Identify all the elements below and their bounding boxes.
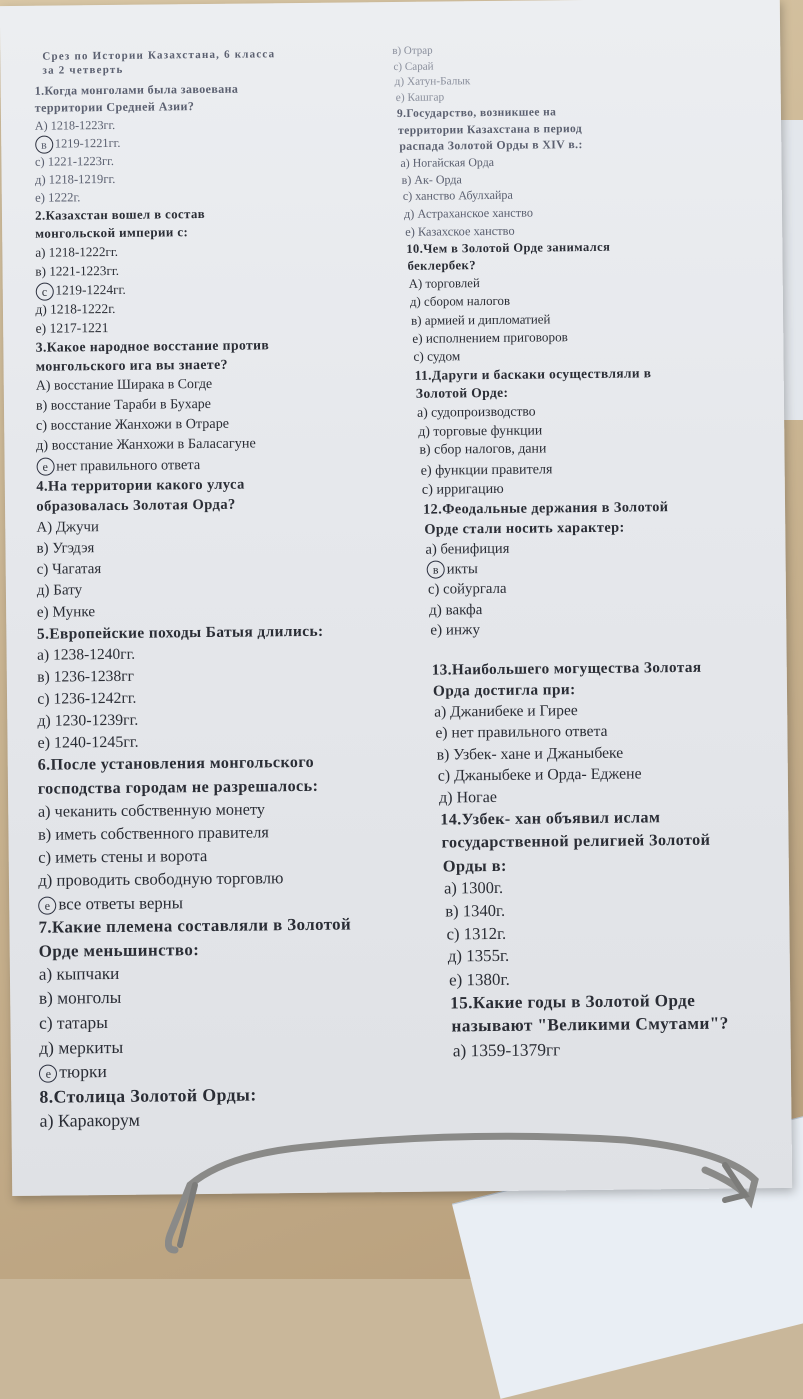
answer-option: [38, 868, 283, 892]
answer-option: [36, 456, 200, 476]
question-line: [397, 105, 557, 122]
answer-text: е) нет правильного ответа: [435, 723, 608, 742]
question-line: [37, 621, 324, 644]
question-text: монгольской империи с:: [35, 224, 189, 241]
question-text: 2.Казахстан вошел в состав: [35, 206, 206, 223]
answer-text: в) 1340г.: [445, 900, 506, 921]
circled-answer-mark: в: [427, 561, 445, 579]
answer-option: [36, 415, 229, 435]
question-line: [416, 384, 509, 403]
answer-option: [35, 300, 115, 318]
circled-answer-mark: е: [36, 458, 54, 476]
answer-text: с) ханство Абулхайра: [402, 188, 513, 204]
answer-option: [404, 205, 533, 222]
question-line: [36, 336, 270, 356]
question-line: [398, 121, 582, 138]
question-text: называют "Великими Смутами"?: [451, 1013, 729, 1036]
answer-option: [37, 733, 138, 755]
answer-option: [403, 188, 513, 205]
answer-text: а) кыпчаки: [38, 964, 120, 985]
question-text: 6.После установления монгольского: [37, 754, 315, 775]
answer-option: [39, 1036, 123, 1060]
answer-text: в) Угэдэя: [36, 540, 95, 557]
answer-option: [405, 222, 515, 239]
question-line: [407, 258, 476, 275]
question-line: [35, 206, 205, 224]
answer-option: [35, 281, 126, 301]
answer-text: с) Чагатая: [36, 560, 102, 578]
answer-text: в) восстание Тараби в Бухаре: [35, 396, 212, 414]
question-text: государственной религией Золотой: [441, 831, 711, 852]
answer-option: [409, 275, 480, 292]
answer-text: е) исполнением приговоров: [412, 329, 568, 346]
answer-text: д) проводить свободную торговлю: [38, 868, 284, 891]
answer-text: в) сбор налогов, дани: [419, 441, 547, 459]
answer-option: [35, 153, 114, 170]
answer-text: д) 1218-1222г.: [35, 300, 116, 317]
answer-text: А) Джучи: [36, 519, 99, 536]
answer-text: нет правильного ответа: [56, 456, 201, 475]
answer-text: а) 1359-1379гг: [452, 1039, 561, 1061]
answer-option: [448, 945, 510, 968]
answer-option: [35, 135, 121, 154]
answer-text: а) Ногайская Орда: [400, 154, 495, 170]
question-line: [451, 1013, 728, 1038]
question-text: 4.На территории какого улуса: [36, 476, 245, 495]
answer-text: д) Астраханское ханство: [403, 205, 534, 222]
question-text: 15.Какие годы в Золотой Орде: [450, 990, 696, 1013]
paper-stand: [165, 1125, 765, 1255]
answer-option: [445, 900, 505, 922]
answer-option: [37, 560, 102, 580]
answer-option: [439, 788, 497, 809]
answer-option: [35, 189, 81, 206]
answer-text: д) Бату: [36, 582, 83, 599]
answer-option: [410, 293, 510, 311]
answer-option: [37, 581, 83, 601]
answer-text: а) 1218-1222гг.: [35, 244, 119, 261]
answer-text: в) Узбек- хане и Джаныбеке: [436, 744, 624, 764]
answer-option: [37, 645, 135, 666]
question-text: монгольского ига вы знаете?: [35, 357, 228, 375]
question-text: Золотой Орде:: [415, 385, 509, 402]
answer-text: д) Ногае: [439, 789, 497, 807]
question-line: [38, 776, 319, 800]
answer-option: [430, 621, 480, 641]
answer-option: [418, 422, 542, 441]
answer-option: [392, 44, 433, 59]
answer-text: д) торговые функции: [418, 422, 543, 440]
answer-text: е) инжу: [430, 622, 481, 639]
answer-text: е) Кашгар: [395, 91, 445, 104]
answer-text: с) Джаныбеке и Орда- Еджене: [437, 765, 642, 786]
question-line: [35, 82, 239, 100]
answer-text: А) торговлей: [408, 276, 480, 291]
answer-option: [38, 799, 265, 823]
answer-option: [444, 877, 503, 899]
answer-option: [36, 518, 99, 538]
answer-option: [413, 348, 460, 366]
question-line: [35, 99, 195, 116]
question-text: территории Казахстана в период: [398, 122, 583, 138]
answer-text: е) 1217-1221: [35, 319, 109, 336]
answer-option: [37, 688, 136, 709]
question-line: [36, 356, 228, 376]
answer-option: [38, 822, 269, 846]
question-line: [440, 808, 660, 831]
answer-text: в) монголы: [38, 988, 122, 1009]
circled-answer-mark: с: [35, 282, 53, 300]
question-line: [443, 854, 507, 876]
circled-answer-mark: в: [35, 136, 53, 154]
answer-text: а) чеканить собственную монету: [37, 799, 266, 822]
question-text: 5.Европейские походы Батыя длились:: [36, 622, 324, 643]
answer-option: [453, 1038, 561, 1062]
answer-option: [425, 539, 509, 559]
question-text: 11.Даруги и баскаки осуществляли в: [414, 365, 652, 383]
question-line: [433, 680, 576, 701]
answer-option: [417, 403, 536, 422]
question-line: [432, 658, 702, 681]
answer-text: е) 1240-1245гг.: [37, 733, 139, 752]
answer-text: с) судом: [413, 348, 461, 365]
answer-text: а) бенифиция: [425, 540, 510, 558]
answer-option: [422, 480, 504, 499]
answer-text: в) армией и дипломатией: [411, 311, 551, 328]
answer-text: е) функции правителя: [420, 461, 553, 479]
answer-text: а) 1300г.: [443, 878, 504, 898]
answer-option: [419, 441, 546, 460]
answer-option: [35, 117, 116, 134]
answer-option: [36, 435, 256, 456]
circled-answer-mark: е: [39, 1065, 57, 1083]
answer-text: а) Джанибеке и Гирее: [434, 702, 578, 721]
question-text: распада Золотой Орды в XIV в.:: [399, 137, 583, 154]
question-text: территории Средней Азии?: [34, 99, 195, 115]
answer-option: [429, 601, 482, 621]
question-text: 8.Столица Золотой Орды:: [39, 1084, 257, 1107]
answer-option: [37, 667, 134, 688]
question-text: 1.Когда монголами была завоевана: [34, 81, 239, 98]
answer-option: [435, 722, 607, 744]
answer-option: [438, 765, 642, 788]
question-text: господства городам не разрешалось:: [37, 776, 319, 798]
answer-option: [400, 155, 494, 171]
answer-text: тюрки: [59, 1061, 108, 1082]
question-text: 13.Наибольшего могущества Золотая: [431, 658, 702, 679]
question-line: [35, 224, 188, 242]
answer-text: д) Хатун-Балык: [394, 75, 471, 89]
question-line: [36, 496, 235, 517]
answer-option: [35, 243, 118, 261]
answer-text: е) Казахское ханство: [405, 223, 515, 239]
question-line: [406, 239, 610, 257]
question-line: [450, 990, 695, 1015]
answer-text: А) 1218-1223гг.: [34, 117, 116, 133]
answer-option: [39, 963, 120, 986]
answer-text: е) 1380г.: [448, 969, 510, 990]
answer-text: с) татары: [38, 1012, 108, 1034]
answer-text: с) восстание Жанхожи в Отраре: [35, 416, 230, 435]
answer-option: [421, 460, 553, 480]
answer-text: в) Отрар: [392, 44, 433, 58]
question-line: [36, 476, 245, 497]
header-subtitle: за 2 четверть: [42, 63, 124, 77]
answer-option: [37, 602, 95, 622]
answer-text: д) 1230-1239гг.: [37, 711, 139, 730]
answer-option: [36, 539, 94, 559]
answer-text: в) Ак- Орда: [401, 171, 462, 187]
question-text: 9.Государство, возникшее на: [396, 106, 557, 120]
answer-option: [393, 59, 433, 74]
question-line: [39, 1083, 256, 1108]
answer-text: в) иметь собственного правителя: [37, 822, 269, 845]
question-text: 3.Какое народное восстание против: [35, 337, 270, 355]
answer-option: [37, 710, 138, 732]
question-text: образовалась Золотая Орда?: [36, 497, 236, 516]
answer-text: с) Сарай: [393, 60, 434, 73]
answer-option: [39, 987, 122, 1010]
answer-text: д) 1218-1219гг.: [34, 171, 116, 187]
answer-text: д) сбором налогов: [409, 293, 511, 309]
answer-option: [36, 376, 213, 396]
question-text: 14.Узбек- хан объявил ислам: [440, 809, 661, 829]
answer-option: [449, 968, 510, 991]
answer-option: [38, 892, 183, 915]
question-line: [441, 830, 710, 854]
answer-option: [402, 172, 462, 188]
answer-text: д) меркиты: [39, 1036, 124, 1058]
answer-text: д) вакфа: [429, 601, 483, 619]
answer-option: [437, 743, 624, 765]
question-text: Орде стали носить характер:: [424, 519, 625, 538]
answer-text: е) Мунке: [36, 603, 96, 621]
answer-option: [434, 701, 578, 723]
answer-text: а) Каракорум: [39, 1109, 141, 1132]
answer-text: все ответы верны: [58, 892, 184, 914]
question-text: Орде меньшинство:: [38, 939, 200, 961]
answer-text: в) 1236-1238гг: [37, 667, 135, 686]
answer-text: А) восстание Ширака в Согде: [35, 376, 213, 394]
question-line: [423, 498, 668, 519]
question-text: 10.Чем в Золотой Орде занимался: [406, 239, 611, 256]
answer-text: д) 1355г.: [447, 946, 510, 966]
answer-option: [446, 922, 506, 944]
header-title: Срез по Истории Казахстана, 6 класса: [42, 48, 276, 63]
answer-text: с) 1312г.: [446, 923, 507, 944]
question-text: Орда достигла при:: [432, 681, 576, 700]
answer-text: с) ирригацию: [421, 481, 504, 498]
answer-option: [39, 1109, 140, 1133]
question-line: [38, 753, 315, 777]
question-line: [38, 914, 351, 939]
answer-option: [36, 319, 109, 337]
answer-option: [395, 74, 471, 89]
answer-option: [39, 1060, 107, 1084]
question-line: [424, 518, 625, 539]
answer-option: [35, 170, 116, 187]
question-line: [39, 939, 200, 963]
answer-option: [427, 560, 478, 580]
answer-text: с) 1236-1242гг.: [37, 689, 137, 708]
answer-text: а) судопроизводство: [416, 403, 536, 421]
answer-option: [39, 1011, 108, 1034]
question-text: беклербек?: [407, 258, 476, 274]
answer-text: е) 1222г.: [34, 189, 81, 205]
question-line: [399, 138, 583, 155]
answer-option: [428, 580, 507, 600]
answer-text: с) сойургала: [427, 580, 507, 598]
answer-option: [411, 310, 551, 328]
answer-option: [36, 396, 211, 416]
circled-answer-mark: е: [38, 896, 56, 914]
question-text: 7.Какие племена составляли в Золотой: [38, 914, 352, 937]
answer-text: в) 1221-1223гг.: [35, 262, 120, 279]
answer-option: [412, 328, 568, 347]
answer-text: 1219-1221гг.: [54, 135, 121, 151]
question-text: 12.Феодальные держания в Золотой: [423, 498, 669, 518]
answer-option: [38, 845, 207, 868]
question-text: Орды в:: [442, 855, 507, 876]
answer-option: [396, 90, 445, 105]
answer-text: икты: [446, 560, 478, 578]
answer-text: д) восстание Жанхожи в Баласагуне: [36, 435, 256, 455]
answer-option: [35, 262, 119, 280]
answer-text: с) 1221-1223гг.: [34, 153, 114, 169]
answer-text: 1219-1224гг.: [55, 281, 126, 298]
answer-text: с) иметь стены и ворота: [38, 846, 208, 868]
answer-text: а) 1238-1240гг.: [37, 645, 136, 664]
question-line: [415, 364, 652, 384]
